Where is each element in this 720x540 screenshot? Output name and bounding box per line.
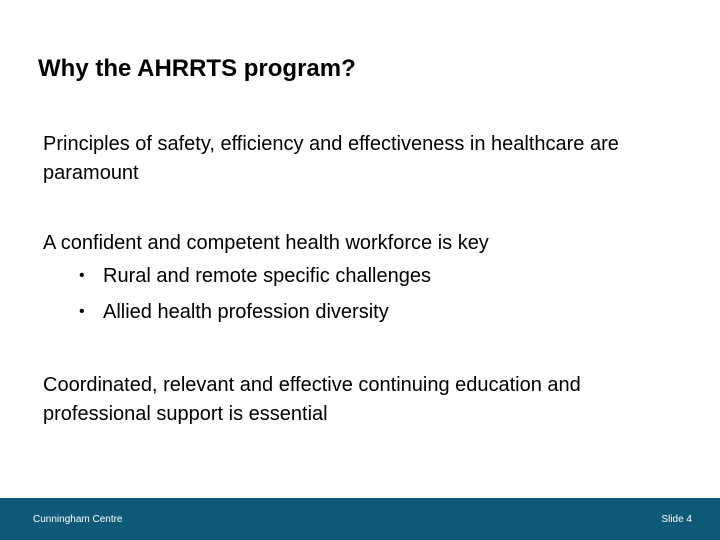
paragraph-safety: Principles of safety, efficiency and effectiveness in healthcare are paramount	[43, 133, 619, 184]
footer-organization: Cunningham Centre	[33, 514, 123, 525]
paragraph-workforce: A confident and competent health workforce is key	[43, 232, 489, 254]
paragraph-education: Coordinated, relevant and effective continuing education and professional support is essential	[43, 374, 581, 425]
bullet-text: Rural and remote specific challenges	[103, 265, 431, 287]
bullet-text: Allied health profession diversity	[103, 301, 389, 323]
slide-title: Why the AHRRTS program?	[38, 55, 356, 82]
slide-number: Slide 4	[661, 514, 692, 525]
bullet-item	[43, 294, 683, 330]
footer-bar	[0, 498, 720, 540]
bullet-list	[43, 258, 683, 330]
slide-body	[43, 130, 683, 429]
bullet-icon: •	[79, 267, 85, 284]
bullet-item	[43, 258, 683, 294]
bullet-icon: •	[79, 303, 85, 320]
